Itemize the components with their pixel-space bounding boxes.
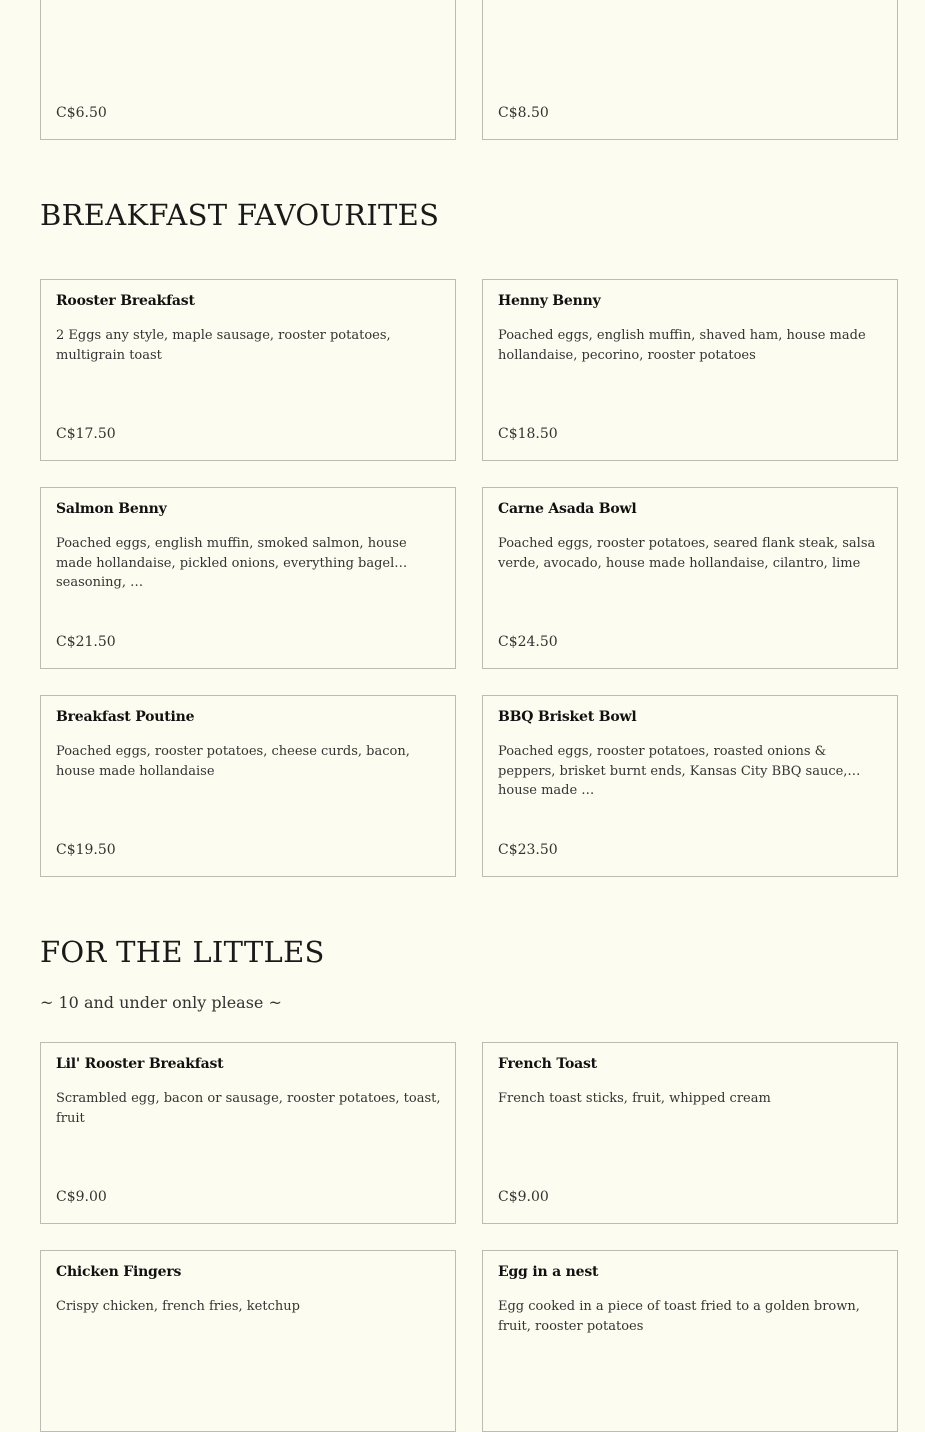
menu-item-description: Scrambled egg, bacon or sausage, rooster potatoes, toast, fruit — [56, 1091, 441, 1126]
menu-item-price: C$17.50 — [56, 426, 116, 442]
menu-item-card[interactable] — [482, 1042, 898, 1224]
section-subtitle-littles: ~ 10 and under only please ~ — [40, 993, 282, 1012]
menu-item-description: Poached eggs, rooster potatoes, seared flank steak, salsa verde, avocado, house made hollandaise, cilantro, lime — [498, 536, 876, 571]
menu-item-price: C$9.00 — [56, 1189, 107, 1205]
menu-item-card[interactable] — [40, 695, 456, 877]
section-title-littles: FOR THE LITTLES — [40, 935, 325, 969]
menu-item-card[interactable] — [40, 487, 456, 669]
menu-item-price: C$8.50 — [498, 105, 549, 121]
menu-item-name: Breakfast Poutine — [56, 709, 195, 725]
menu-item-card[interactable] — [482, 279, 898, 461]
menu-item-price: C$9.00 — [498, 1189, 549, 1205]
menu-item-name: Henny Benny — [498, 293, 601, 309]
menu-item-name: Salmon Benny — [56, 501, 167, 517]
menu-item-price: C$23.50 — [498, 842, 558, 858]
menu-item-price: C$18.50 — [498, 426, 558, 442]
menu-item-name: Rooster Breakfast — [56, 293, 195, 309]
menu-item-card[interactable] — [482, 1250, 898, 1432]
menu-item-name: Chicken Fingers — [56, 1264, 182, 1280]
menu-item-description: 2 Eggs any style, maple sausage, rooster potatoes, multigrain toast — [56, 328, 391, 363]
menu-item-price: C$21.50 — [56, 634, 116, 650]
section-title-breakfast: BREAKFAST FAVOURITES — [40, 198, 440, 232]
menu-item-card[interactable] — [482, 0, 898, 140]
menu-item-description: Poached eggs, english muffin, smoked salmon, house made hollandaise, pickled onions, everything bagel seasoning, … — [56, 536, 407, 590]
menu-item-card[interactable] — [40, 0, 456, 140]
menu-item-description: Crispy chicken, french fries, ketchup — [56, 1299, 300, 1314]
menu-item-name: Egg in a nest — [498, 1264, 599, 1280]
menu-item-description: Poached eggs, rooster potatoes, roasted onions & peppers, brisket burnt ends, Kansas City BBQ sauce, house made … — [498, 744, 848, 798]
menu-item-card[interactable] — [482, 695, 898, 877]
menu-item-price: C$6.50 — [56, 105, 107, 121]
menu-item-card[interactable] — [40, 1250, 456, 1432]
menu-item-name: French Toast — [498, 1056, 597, 1072]
menu-item-description: Poached eggs, english muffin, shaved ham, house made hollandaise, pecorino, rooster potatoes — [498, 328, 866, 363]
menu-item-name: Carne Asada Bowl — [498, 501, 637, 517]
menu-item-price: C$19.50 — [56, 842, 116, 858]
menu-item-name: Lil' Rooster Breakfast — [56, 1056, 224, 1072]
menu-item-card[interactable] — [482, 487, 898, 669]
menu-item-description: French toast sticks, fruit, whipped cream — [498, 1091, 771, 1106]
menu-item-description: Poached eggs, rooster potatoes, cheese curds, bacon, house made hollandaise — [56, 744, 410, 779]
menu-item-name: BBQ Brisket Bowl — [498, 709, 637, 725]
menu-item-description: Egg cooked in a piece of toast fried to a golden brown, fruit, rooster potatoes — [498, 1299, 860, 1334]
menu-item-card[interactable] — [40, 1042, 456, 1224]
menu-item-card[interactable] — [40, 279, 456, 461]
menu-item-price: C$24.50 — [498, 634, 558, 650]
